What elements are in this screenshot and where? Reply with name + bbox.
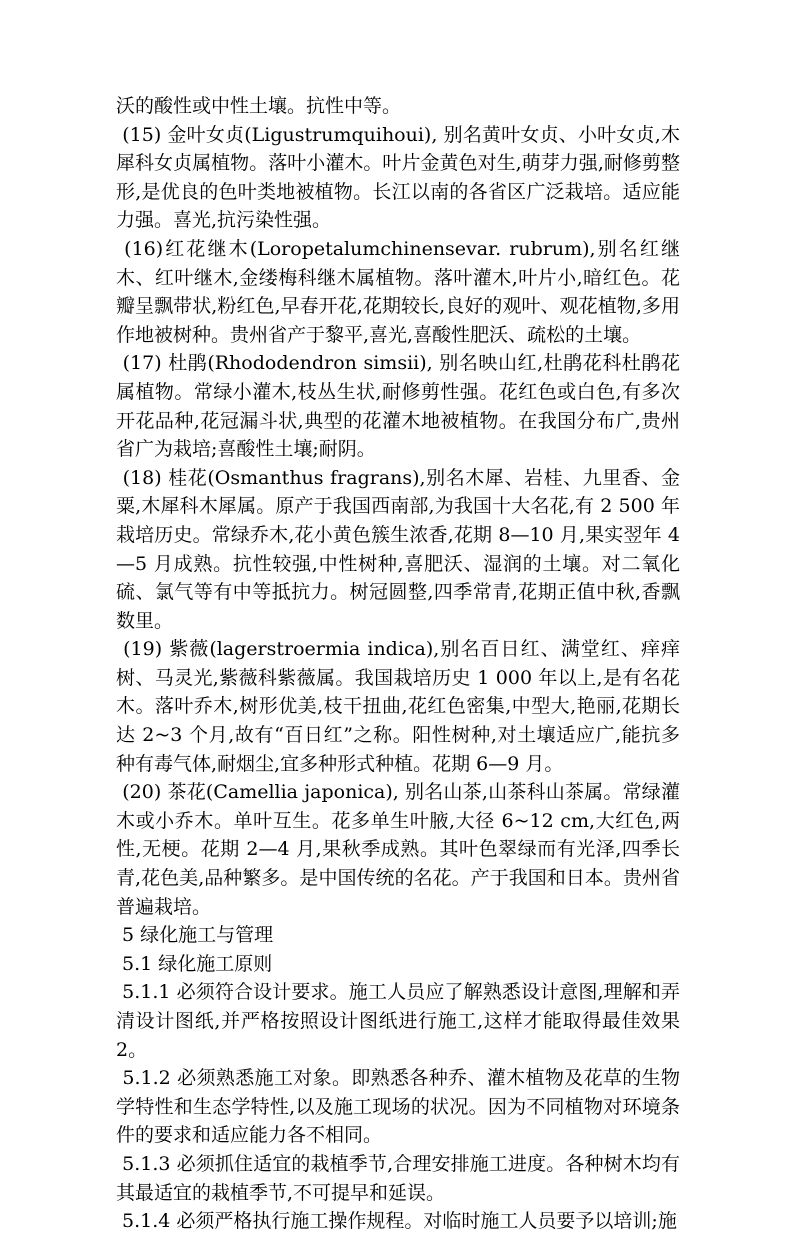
paragraph-item-17: (17) 杜鹃(Rhododendron simsii), 别名映山红,杜鹃花科杜鹃花属植物。常绿小灌木,枝丛生状,耐修剪性强。花红色或白色,有多次开花品种,花冠漏斗状,典型的花灌木地被植物。在我国分布广,贵州省广为栽培;喜酸性土壤;耐阴。 [116,352,681,461]
paragraph-5-1-3: 5.1.3 必须抓住适宜的栽植季节,合理安排施工进度。各种树木均有其最适宜的栽植季节,不可提早和延误。 [116,1152,680,1204]
paragraph-5-1-4: 5.1.4 必须严格执行施工操作规程。对临时施工人员要予以培训;施 [116,1210,677,1233]
paragraph-item-15: (15) 金叶女贞(Ligustrumquihoui), 别名黄叶女贞、小叶女贞,木犀科女贞属植物。落叶小灌木。叶片金黄色对生,萌芽力强,耐修剪整形,是优良的色叶类地被植物。长江以南的各省区广泛栽培。适应能力强。喜光,抗污染性强。 [116,123,680,232]
section-heading: 5 绿化施工与管理 [116,924,274,947]
paragraph-item-18: (18) 桂花(Osmanthus fragrans),别名木犀、岩桂、九里香、金粟,木犀科木犀属。原产于我国西南部,为我国十大名花,有 2 500 年栽培历史。常绿乔木,花小黄色簇生浓香,花期 8—10 月,果实翌年 4—5 月成熟。抗性较强,中性树种,喜肥沃、湿润的土壤。对二氧化硫、氯气等有中等抵抗力。树冠圆整,四季常青,花期正值中秋,香飘数里。 [116,466,680,632]
paragraph-item-19: (19) 紫薇(lagerstroermia indica),别名百日红、满堂红、痒痒树、马灵光,紫薇科紫薇属。我国栽培历史 1 000 年以上,是有名花木。落叶乔木,树形优美,枝干扭曲,花红色密集,中型大,艳丽,花期长达 2~3 个月,故有“百日红”之称。阳性树种,对土壤适应广,能抗多种有毒气体,耐烟尘,宜多种形式种植。花期 6—9 月。 [116,638,680,775]
subsection-heading: 5.1 绿化施工原则 [116,952,273,975]
body-text [116,92,680,1236]
paragraph-item-16: (16)红花继木(Loropetalumchinensevar. rubrum),别名红继木、红叶继木,金缕梅科继木属植物。落叶灌木,叶片小,暗红色。花瓣呈飘带状,粉红色,早春开花,花期较长,良好的观叶、观花植物,多用作地被树种。贵州省产于黎平,喜光,喜酸性肥沃、疏松的土壤。 [116,237,681,346]
paragraph-continuation: 沃的酸性或中性土壤。抗性中等。 [116,95,402,117]
paragraph-5-1-2: 5.1.2 必须熟悉施工对象。即熟悉各种乔、灌木植物及花草的生物学特性和生态学特性,以及施工现场的状况。因为不同植物对环境条件的要求和适应能力各不相同。 [116,1067,680,1147]
paragraph-item-20: (20) 茶花(Camellia japonica), 别名山茶,山茶科山茶属。常绿灌木或小乔木。单叶互生。花多单生叶腋,大径 6~12 cm,大红色,两性,无梗。花期 2—4 月,果秋季成熟。其叶色翠绿而有光泽,四季长青,花色美,品种繁多。是中国传统的名花。产于我国和日本。贵州省普遍栽培。 [116,781,680,918]
paragraph-5-1-1: 5.1.1 必须符合设计要求。施工人员应了解熟悉设计意图,理解和弄清设计图纸,并严格按照设计图纸进行施工,这样才能取得最佳效果2。 [116,981,680,1061]
